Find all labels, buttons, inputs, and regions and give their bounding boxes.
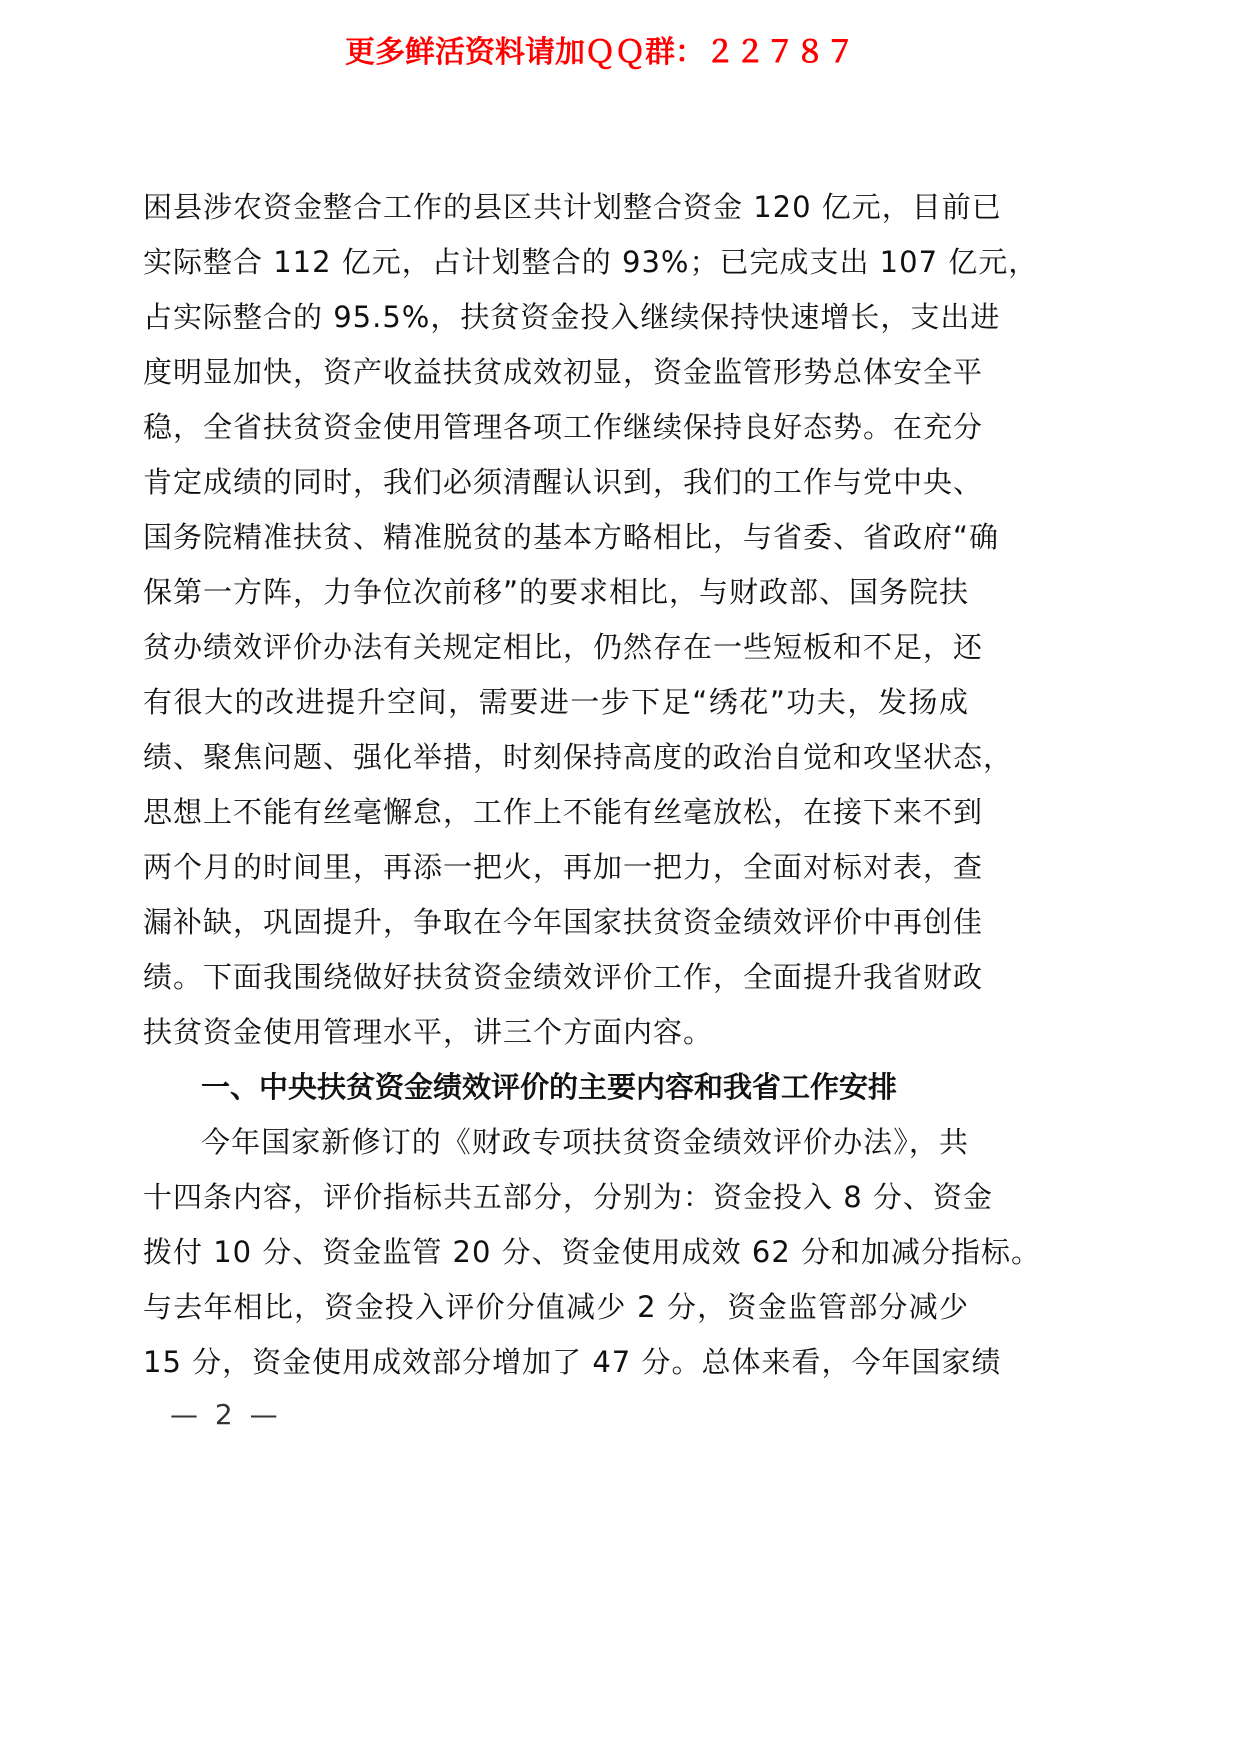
text-line: 扶贫资金使用管理水平，讲三个方面内容。 [143, 1015, 714, 1049]
text-line: 实际整合 112 亿元，占计划整合的 93%；已完成支出 107 亿元， [143, 245, 1039, 279]
text-line: 十四条内容，评价指标共五部分，分别为：资金投入 8 分、资金 [143, 1180, 993, 1214]
text-line: 15 分，资金使用成效部分增加了 47 分。总体来看，今年国家绩 [143, 1345, 1002, 1379]
text-line: 稳，全省扶贫资金使用管理各项工作继续保持良好态势。在充分 [143, 410, 984, 444]
text-line: 漏补缺，巩固提升，争取在今年国家扶贫资金绩效评价中再创佳 [143, 905, 984, 939]
text-line: 占实际整合的 95.5%，扶贫资金投入继续保持快速增长，支出进 [143, 300, 1001, 334]
text-line: 度明显加快，资产收益扶贫成效初显，资金监管形势总体安全平 [143, 355, 984, 389]
text-line: 绩。下面我围绕做好扶贫资金绩效评价工作，全面提升我省财政 [143, 960, 984, 994]
text-line: 保第一方阵，力争位次前移”的要求相比，与财政部、国务院扶 [143, 575, 970, 609]
text-line: 有很大的改进提升空间，需要进一步下足“绣花”功夫，发扬成 [143, 685, 969, 719]
text-line: 拨付 10 分、资金监管 20 分、资金使用成效 62 分和加减分指标。 [143, 1235, 1042, 1269]
page-number: — 2 — [170, 1398, 282, 1431]
text-line: 与去年相比，资金投入评价分值减少 2 分，资金监管部分减少 [143, 1290, 969, 1324]
promo-banner-text: 更多鲜活资料请加ＱＱ群：２２７８７ [345, 35, 855, 70]
text-line: 两个月的时间里，再添一把火，再加一把力，全面对标对表，查 [143, 850, 984, 884]
text-line: 绩、聚焦问题、强化举措，时刻保持高度的政治自觉和攻坚状态， [143, 740, 1014, 774]
text-line: 困县涉农资金整合工作的县区共计划整合资金 120 亿元，目前已 [143, 190, 1002, 224]
promo-banner [0, 28, 1240, 78]
text-line: 今年国家新修订的《财政专项扶贫资金绩效评价办法》，共 [201, 1125, 969, 1159]
section-heading: 一、中央扶贫资金绩效评价的主要内容和我省工作安排 [201, 1070, 898, 1104]
text-line: 国务院精准扶贫、精准脱贫的基本方略相比，与省委、省政府“确 [143, 520, 1000, 554]
text-line: 思想上不能有丝毫懈怠，工作上不能有丝毫放松，在接下来不到 [143, 795, 984, 829]
paragraph-2 [143, 1115, 1042, 1390]
text-line: 肯定成绩的同时，我们必须清醒认识到，我们的工作与党中央、 [143, 465, 984, 499]
text-line: 贫办绩效评价办法有关规定相比，仍然存在一些短板和不足，还 [143, 630, 984, 664]
paragraph-1 [143, 180, 1039, 1060]
document-body [143, 180, 1042, 1390]
